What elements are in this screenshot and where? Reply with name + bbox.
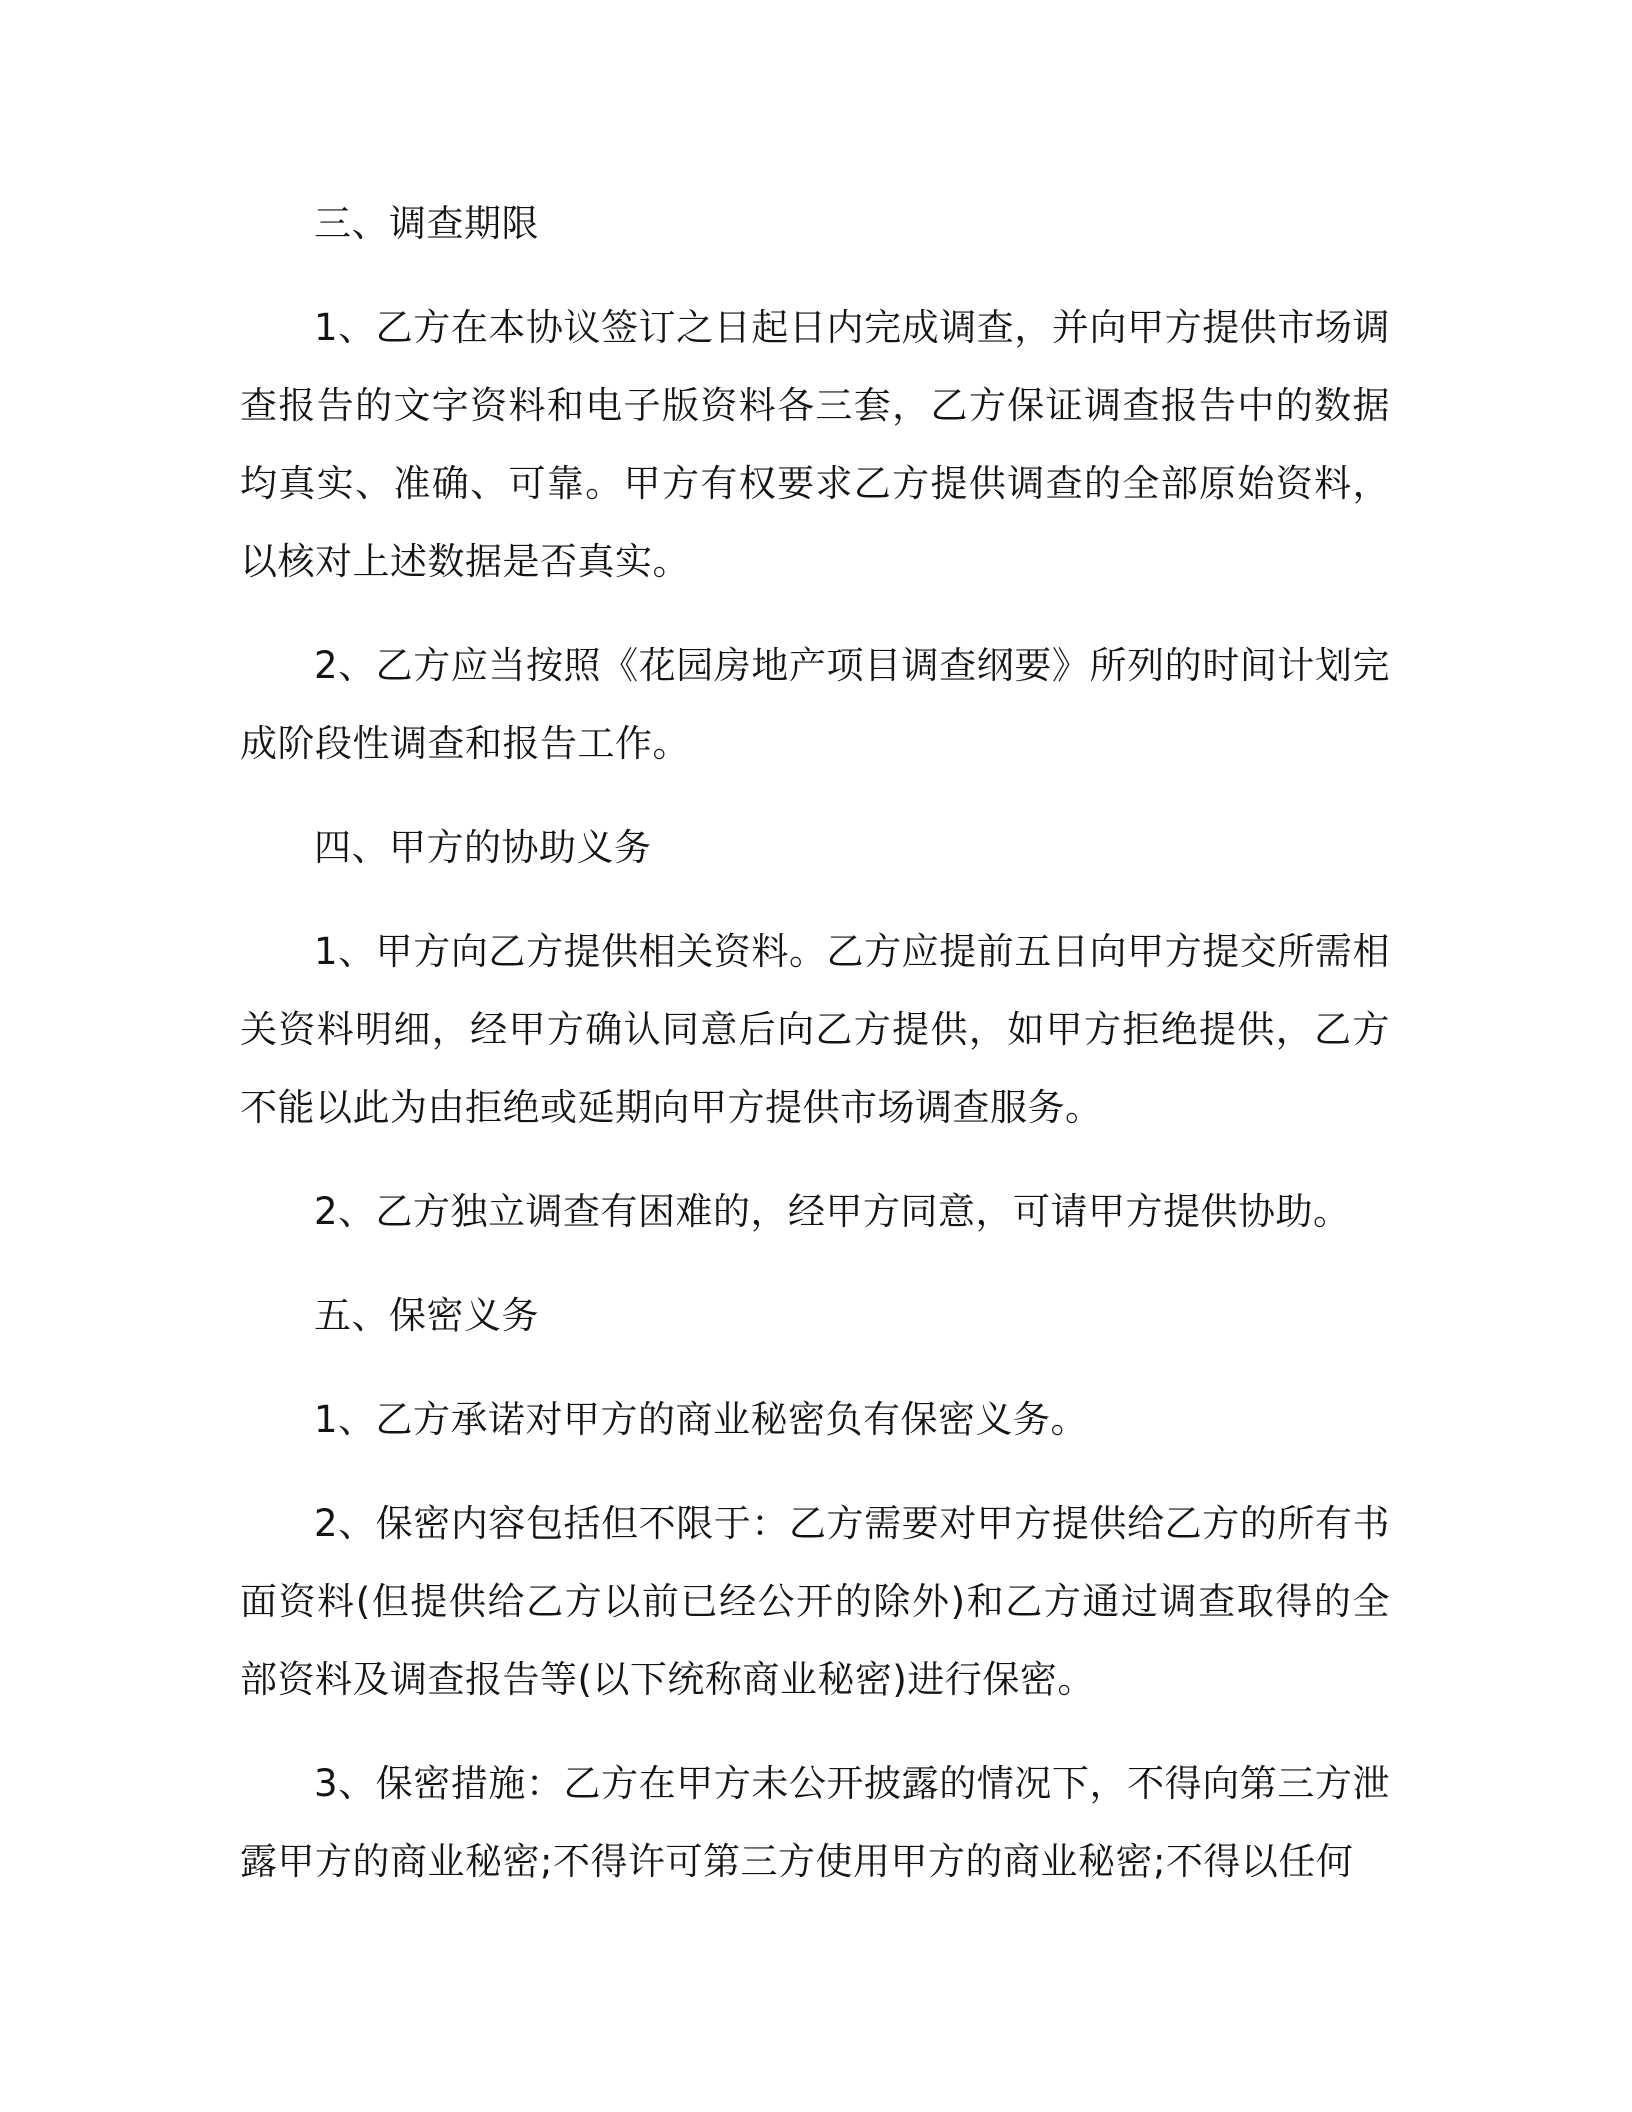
section-heading-party-a-assistance: 四、甲方的协助义务 (314, 826, 652, 869)
paragraph-confidentiality-clause-2: 2、保密内容包括但不限于：乙方需要对甲方提供给乙方的所有书面资料(但提供给乙方以前已经公开的除外)和乙方通过调查取得的全部资料及调查报告等(以下统称商业秘密)进行保密。 (240, 1502, 1390, 1701)
paragraph-confidentiality-clause-1: 1、乙方承诺对甲方的商业秘密负有保密义务。 (314, 1398, 1089, 1441)
paragraph-period-clause-2: 2、乙方应当按照《花园房地产项目调查纲要》所列的时间计划完成阶段性调查和报告工作。 (240, 644, 1390, 765)
paragraph-period-clause-1: 1、乙方在本协议签订之日起日内完成调查，并向甲方提供市场调查报告的文字资料和电子版资料各三套，乙方保证调查报告中的数据均真实、准确、可靠。甲方有权要求乙方提供调查的全部原始资料，以核对上述数据是否真实。 (240, 306, 1390, 583)
paragraph-assistance-clause-1: 1、甲方向乙方提供相关资料。乙方应提前五日向甲方提交所需相关资料明细，经甲方确认同意后向乙方提供，如甲方拒绝提供，乙方不能以此为由拒绝或延期向甲方提供市场调查服务。 (240, 930, 1390, 1129)
section-heading-investigation-period: 三、调查期限 (314, 202, 539, 245)
section-heading-confidentiality: 五、保密义务 (314, 1294, 539, 1337)
paragraph-confidentiality-clause-3: 3、保密措施：乙方在甲方未公开披露的情况下，不得向第三方泄露甲方的商业秘密;不得许可第三方使用甲方的商业秘密;不得以任何 (240, 1762, 1390, 1883)
document-body (240, 185, 1390, 1927)
paragraph-assistance-clause-2: 2、乙方独立调查有困难的，经甲方同意，可请甲方提供协助。 (314, 1190, 1351, 1233)
